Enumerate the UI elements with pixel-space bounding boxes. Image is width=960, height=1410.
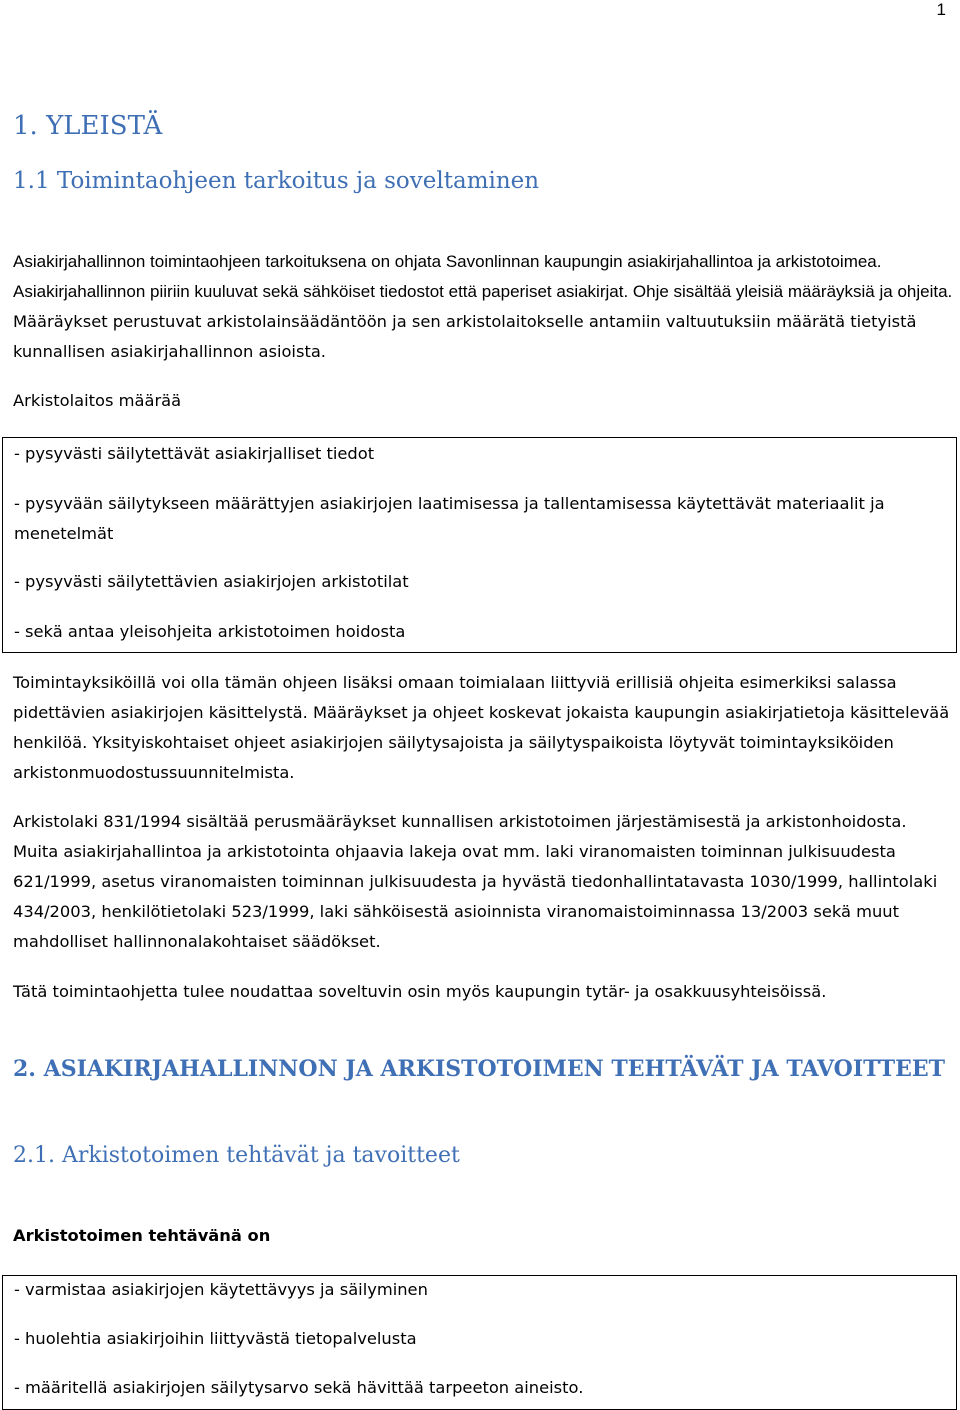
list-item: - määritellä asiakirjojen säilytysarvo sekä hävittää tarpeeton aineisto.: [14, 1378, 584, 1397]
list-item: - pysyvästi säilytettävät asiakirjalliset tiedot: [14, 444, 375, 463]
subsidiaries-paragraph: Tätä toimintaohjetta tulee noudattaa soveltuvin osin myös kaupungin tytär- ja osakkuusyhteisöissä.: [13, 982, 827, 1001]
heading-1-1: 1.1 Toimintaohjeen tarkoitus ja soveltaminen: [13, 168, 540, 194]
intro-paragraph: [13, 247, 953, 367]
list-item: - pysyvään säilytykseen määrättyjen asiakirjojen laatimisessa ja tallentamisessa käytettävät materiaalit ja menetelmät: [14, 494, 885, 543]
tasks-title: Arkistotoimen tehtävänä on: [13, 1226, 271, 1245]
law-paragraph: Arkistolaki 831/1994 sisältää perusmääräykset kunnallisen arkistotoimen järjestämisestä ja arkistonhoidosta. Muita asiakirjahallintoa ja arkistotointa ohjaavia lakeja ovat mm. laki viranomaisten toiminnan julkisuudesta 621/1999, asetus viranomaisten toiminnan julkisuudesta ja hyvästä tiedonhallintatavasta 1030/1999, hallintolaki 434/2003, henkilötietolaki 523/1999, laki sähköisestä asioinnista viranomaistoiminnassa 13/2003 sekä muut mahdolliset hallinnonalakohtaiset säädökset.: [13, 812, 938, 951]
list-item: - varmistaa asiakirjojen käytettävyys ja säilyminen: [14, 1280, 428, 1299]
list-item: - pysyvästi säilytettävien asiakirjojen arkistotilat: [14, 572, 409, 591]
archive-list-box: [2, 437, 957, 653]
page-number: 1: [936, 0, 946, 19]
units-paragraph: Toimintayksiköillä voi olla tämän ohjeen lisäksi omaan toimialaan liittyviä erillisiä ohjeita esimerkiksi salassa pidettävien asiakirjojen käsittelystä. Määräykset ja ohjeet koskevat jokaista kaupungin asiakirjatietoja käsittelevää henkilöä. Yksityiskohtaiset ohjeet asiakirjojen säilytysajoista ja säilytyspaikoista löytyvät toimintayksiköiden arkistonmuodostussuunnitelmista.: [13, 673, 950, 782]
list-item: - sekä antaa yleisohjeita arkistotoimen hoidosta: [14, 622, 406, 641]
heading-1: 1. YLEISTÄ: [13, 111, 163, 141]
heading-2: 2. ASIAKIRJAHALLINNON JA ARKISTOTOIMEN TEHTÄVÄT JA TAVOITTEET: [13, 1056, 945, 1082]
intro-part2: Määräykset perustuvat arkistolainsäädäntöön ja sen arkistolaitokselle antamiin valtuutuksiin määrätä tietyistä kunnallisen asiakirjahallinnon asioista.: [13, 312, 917, 361]
heading-2-1: 2.1. Arkistotoimen tehtävät ja tavoitteet: [13, 1143, 460, 1168]
intro-part1: Asiakirjahallinnon toimintaohjeen tarkoituksena on ohjata Savonlinnan kaupungin asiakirjahallintoa ja arkistotoimea. Asiakirjahallinnon piiriin kuuluvat sekä sähköiset tiedostot että paperiset asiakirjat. Ohje sisältää yleisiä määräyksiä ja ohjeita.: [13, 252, 953, 301]
list-item: - huolehtia asiakirjoihin liittyvästä tietopalvelusta: [14, 1329, 417, 1348]
tasks-list-box: [2, 1275, 957, 1410]
archive-intro: Arkistolaitos määrää: [13, 391, 182, 410]
